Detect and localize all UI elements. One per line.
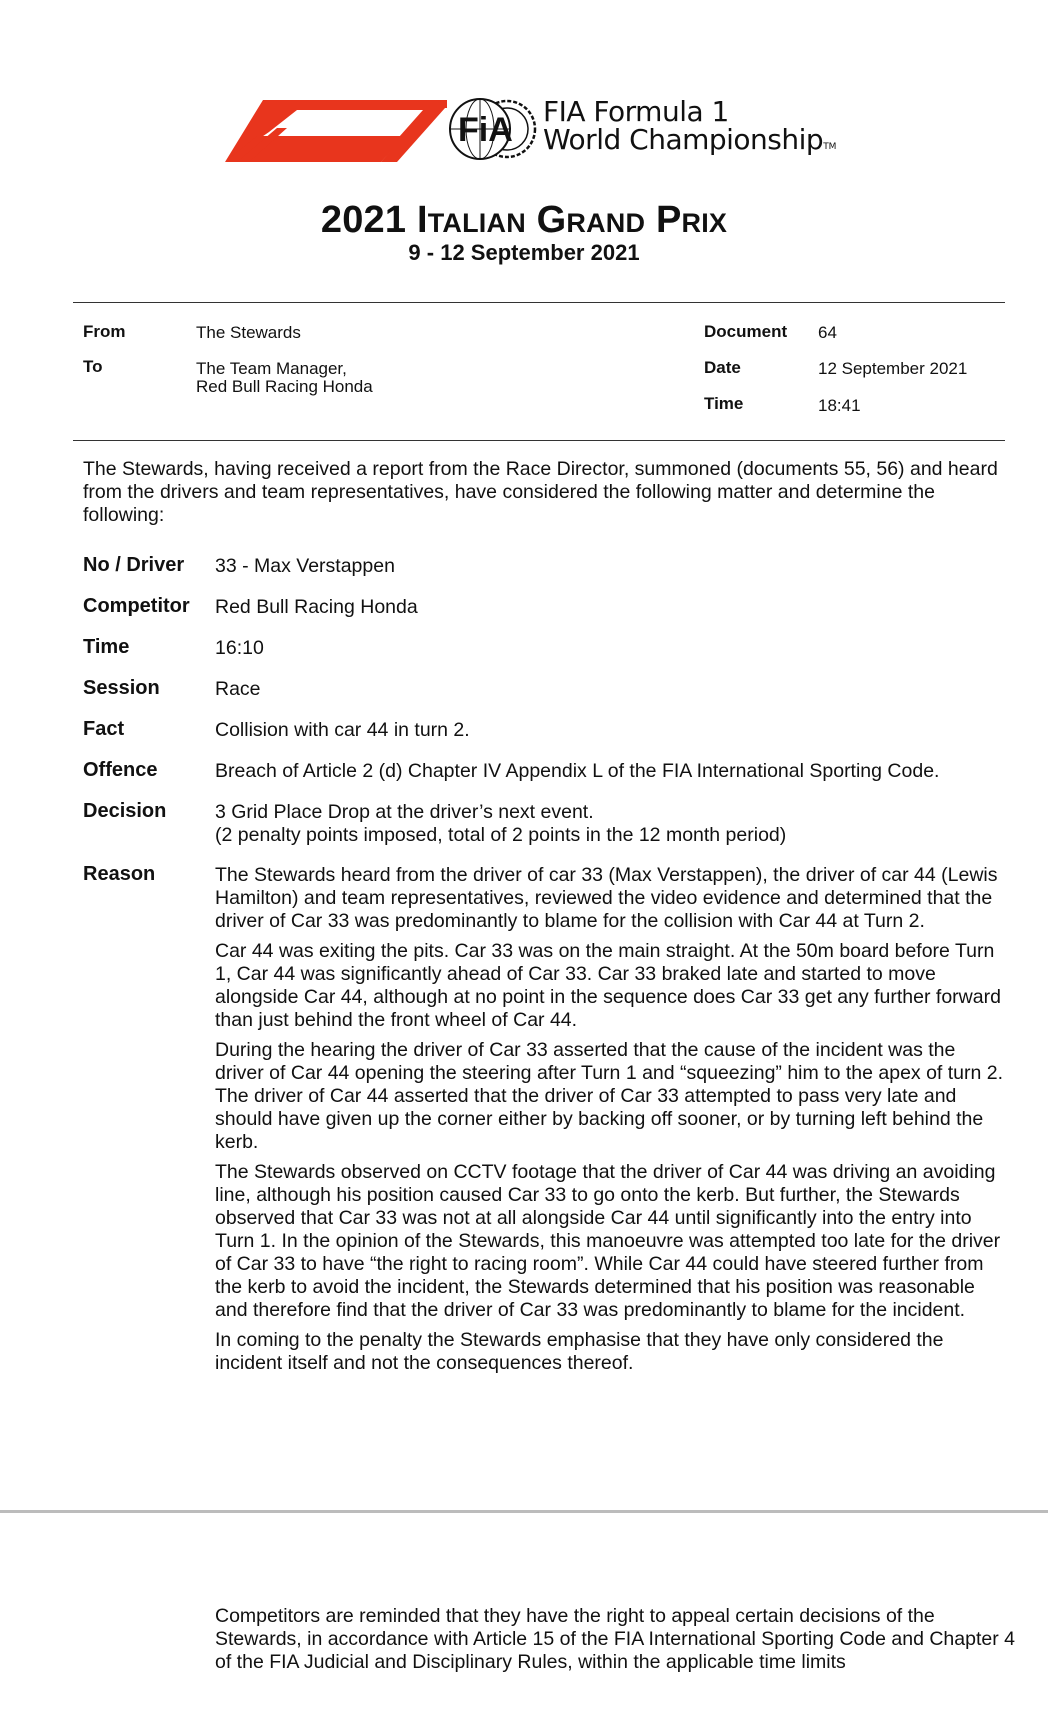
appeal-notice: Competitors are reminded that they have the right to appeal certain decisions of the Stewards, in accordance with Article 15 of the FIA International Sporting Code and Chapter 4 of the FIA Judicial and Disciplinary Rules, within the applicable time limits xyxy=(215,1605,1015,1673)
driver-label: No / Driver xyxy=(83,554,185,576)
decision-line-1: 3 Grid Place Drop at the driver’s next event. xyxy=(215,801,594,823)
brand-line-2 xyxy=(543,123,837,161)
reason-body xyxy=(215,864,1005,1382)
fia-roundel-icon xyxy=(447,96,539,162)
offence-label: Offence xyxy=(83,759,158,781)
date-value: 12 September 2021 xyxy=(818,359,968,378)
to-label: To xyxy=(83,357,103,376)
decision-line-2: (2 penalty points imposed, total of 2 points in the 12 month period) xyxy=(215,824,787,846)
incident-time-value: 16:10 xyxy=(215,637,264,659)
reason-paragraph: The Stewards observed on CCTV footage that the driver of Car 44 was driving an avoiding line, although his position caused Car 33 to go onto the kerb. But further, the Stewards observed that Car 33 was not at all alongside Car 44 until significantly into the entry into Turn 1. In the opinion of the Stewards, this manoeuvre was attempted too late for the driver of Car 33 to have “the right to racing room”. While Car 44 could have steered further from the kerb to avoid the incident, the Stewards determined that his position was reasonable and therefore find that the driver of Car 33 was predominantly to blame for the incident. xyxy=(215,1161,1001,1321)
page-divider xyxy=(0,1510,1048,1513)
brand-line-1: FIA Formula 1 xyxy=(543,95,729,128)
fact-value: Collision with car 44 in turn 2. xyxy=(215,719,470,741)
top-rule xyxy=(73,302,1005,303)
trademark: TM xyxy=(823,142,837,152)
decision-label: Decision xyxy=(83,800,167,822)
brand-wordmark xyxy=(543,95,837,161)
incident-time-label: Time xyxy=(83,636,130,658)
driver-value: 33 - Max Verstappen xyxy=(215,555,395,577)
session-value: Race xyxy=(215,678,261,700)
reason-paragraph: Car 44 was exiting the pits. Car 33 was on the main straight. At the 50m board before Turn 1, Car 44 was significantly ahead of Car 33. Car 33 braked late and started to move alongside Car 44, although at no point in the sequence does Car 33 get any further forward than just behind the front wheel of Car 44. xyxy=(215,940,1001,1031)
reason-paragraph: The Stewards heard from the driver of car 33 (Max Verstappen), the driver of car 44 (Lewis Hamilton) and team representatives, reviewed the video evidence and determined that the driver of Car 33 was predominantly to blame for the collision with Car 44 at Turn 2. xyxy=(215,864,998,932)
date-label: Date xyxy=(704,358,741,377)
bottom-rule xyxy=(73,440,1005,441)
to-value-line1: The Team Manager, xyxy=(196,359,347,378)
intro-paragraph: The Stewards, having received a report from the Race Director, summoned (documents 55, 56) and heard from the drivers and team representatives, have considered the following matter and determine the following: xyxy=(83,458,998,526)
brand-line-2-text: World Championship xyxy=(543,123,824,156)
f1-logo-icon xyxy=(225,100,447,162)
decision-value xyxy=(215,801,1005,847)
to-value-line2: Red Bull Racing Honda xyxy=(196,377,373,396)
event-dates: 9 - 12 September 2021 xyxy=(408,240,640,265)
document-label: Document xyxy=(704,322,788,341)
competitor-value: Red Bull Racing Honda xyxy=(215,596,418,618)
reason-label: Reason xyxy=(83,863,156,885)
reason-paragraph: In coming to the penalty the Stewards emphasise that they have only considered the incident itself and not the consequences thereof. xyxy=(215,1329,944,1374)
svg-text:FiA: FiA xyxy=(458,111,513,149)
session-label: Session xyxy=(83,677,160,699)
time-label: Time xyxy=(704,394,744,413)
reason-paragraph: During the hearing the driver of Car 33 asserted that the cause of the incident was the driver of Car 44 opening the steering after Turn 1 and “squeezing” him to the apex of turn 2. The driver of Car 44 asserted that the driver of Car 33 attempted to pass very late and should have given up the corner either by backing off sooner, or by turning left behind the kerb. xyxy=(215,1039,1004,1153)
fact-label: Fact xyxy=(83,718,125,740)
offence-value: Breach of Article 2 (d) Chapter IV Appendix L of the FIA International Sporting Code. xyxy=(215,760,940,782)
from-value: The Stewards xyxy=(196,323,301,342)
page-title: 2021 Italian Grand Prix xyxy=(320,199,728,241)
competitor-label: Competitor xyxy=(83,595,190,617)
from-label: From xyxy=(83,322,126,341)
document-number: 64 xyxy=(818,323,837,342)
time-value: 18:41 xyxy=(818,396,861,415)
